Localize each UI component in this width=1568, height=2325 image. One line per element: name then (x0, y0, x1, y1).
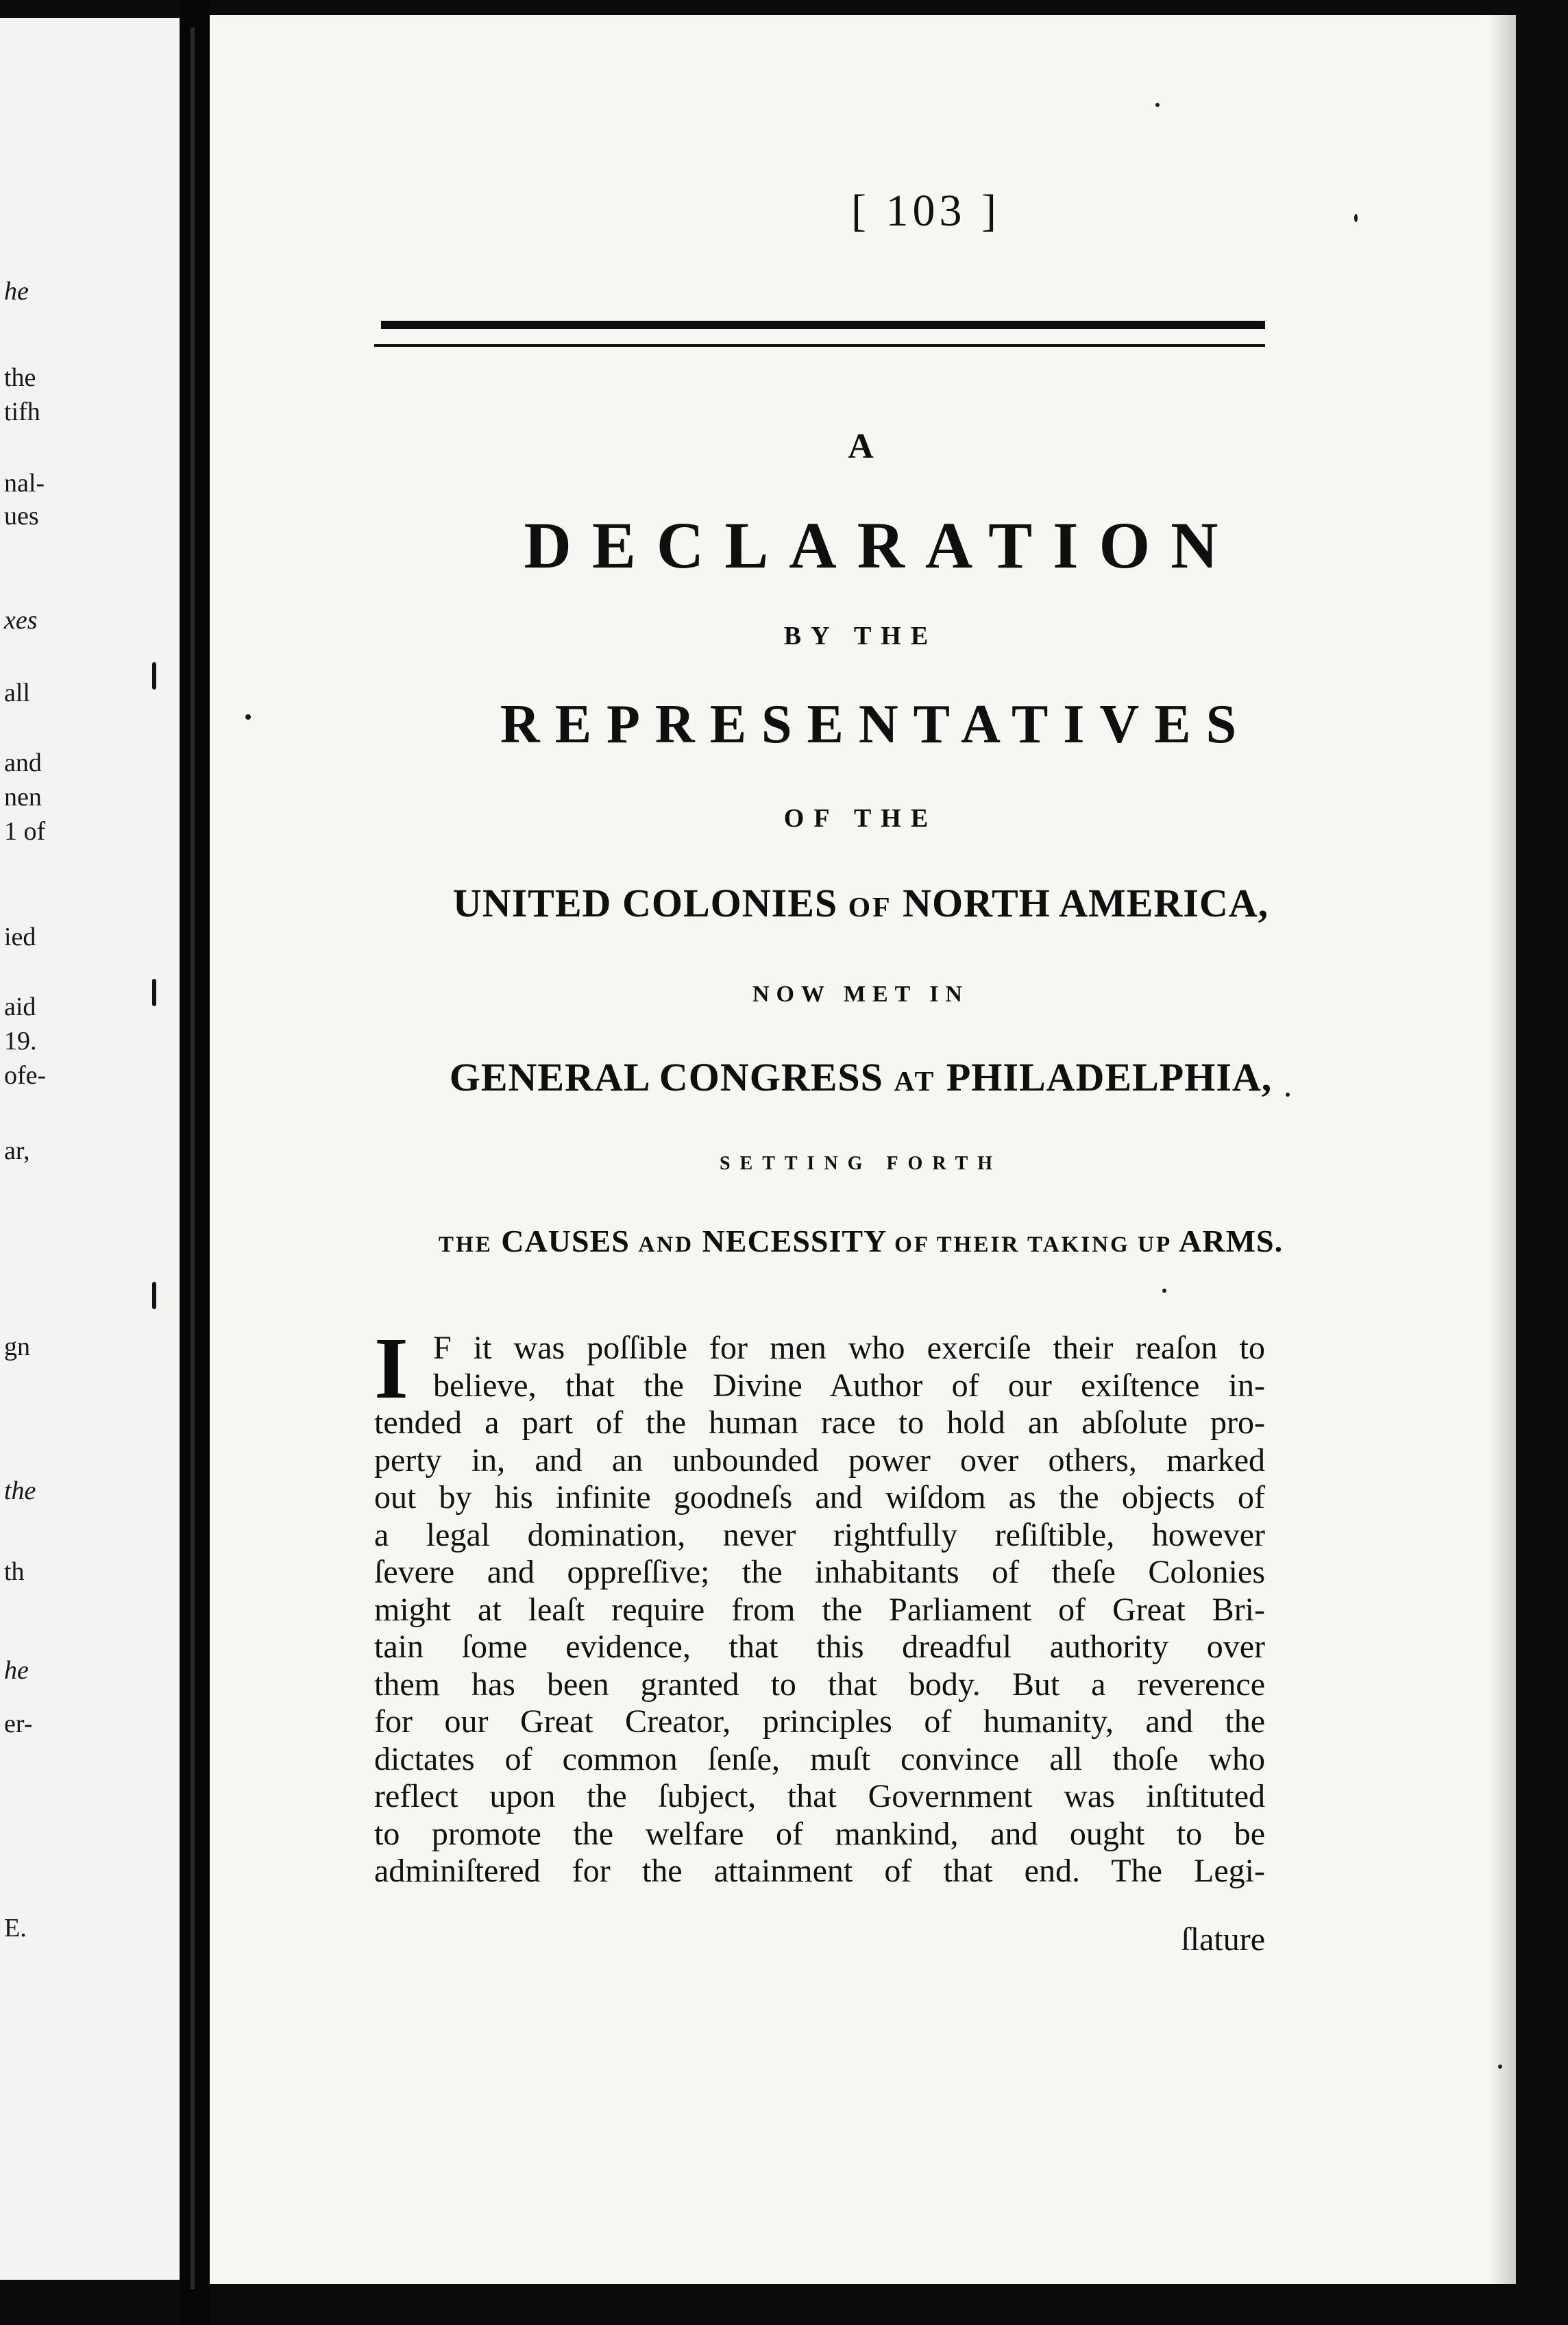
body-line: for our Great Creator, principles of humanity, and the (374, 1703, 1265, 1740)
page (210, 15, 1516, 2284)
facing-page-fragment: nen (4, 783, 42, 812)
paper-speck (1498, 2065, 1502, 2069)
title-by-the: BY THE (783, 622, 938, 650)
title-declaration: DECLARATION (524, 509, 1239, 582)
paper-speck (245, 714, 251, 720)
header-rule-thin (374, 344, 1265, 347)
title-united-part: UNITED COLONIES (452, 881, 838, 925)
title-now-met-in: NOW MET IN (752, 982, 969, 1007)
title-united-colonies (313, 880, 1409, 926)
facing-page-fragment: ofe- (4, 1061, 47, 1090)
body-line: out by his infinite goodneſs and wiſdom as the objects of (374, 1479, 1265, 1515)
facing-page-fragment: and (4, 748, 42, 777)
title-necessity: NECESSITY (702, 1224, 886, 1258)
facing-page-fragment: ues (4, 502, 39, 531)
facing-page-fragment: the (4, 363, 36, 392)
title-causes-and: AND (638, 1232, 694, 1257)
body-line: tended a part of the human race to hold an abſolute pro- (374, 1404, 1265, 1441)
title-causes-the: THE (438, 1232, 493, 1257)
facing-page-fragment: ar, (4, 1136, 30, 1165)
paper-speck (1162, 1289, 1166, 1293)
body-line: reflect upon the ſubject, that Government was inſtituted (374, 1778, 1265, 1814)
title-philadelphia: PHILADELPHIA, (946, 1055, 1273, 1099)
body-line: a legal domination, never rightfully reſiſtible, however (374, 1516, 1265, 1553)
facing-page-fragment: he (4, 277, 29, 306)
facing-page-fragment: he (4, 1656, 29, 1685)
title-general-part: GENERAL CONGRESS (449, 1055, 883, 1099)
title-setting-forth: SETTING FORTH (719, 1153, 1003, 1174)
title-united-of: OF (848, 892, 892, 923)
margin-mark (152, 979, 156, 1006)
body-line: believe, that the Divine Author of our exiſtence in- (433, 1367, 1265, 1404)
facing-page-fragment: tifh (4, 398, 40, 426)
title-causes-word: CAUSES (501, 1224, 630, 1258)
body-line: ſevere and oppreſſive; the inhabitants of theſe Colonies (374, 1554, 1265, 1590)
body-line: dictates of common ſenſe, muſt convince all thoſe who (374, 1740, 1265, 1777)
facing-page-fragment: er- (4, 1709, 33, 1738)
margin-mark (152, 662, 156, 690)
body-line: adminiſtered for the attainment of that end. The Legi- (374, 1853, 1265, 1889)
header-rule-thick (381, 321, 1265, 329)
body-line: tain ſome evidence, that this dreadful authority over (374, 1629, 1265, 1665)
body-line: F it was poſſible for men who exerciſe their reaſon to (433, 1330, 1265, 1366)
facing-page-fragment: xes (4, 606, 38, 635)
body-paragraph (374, 1330, 1265, 1890)
facing-page-fragment: the (4, 1476, 36, 1505)
title-causes-of-their: OF THEIR TAKING UP (894, 1232, 1173, 1257)
title-arms: ARMS. (1179, 1224, 1284, 1258)
page-edge-shadow (1489, 15, 1516, 2284)
book-gutter (180, 0, 210, 2325)
title-article: A (848, 427, 874, 466)
body-line: them has been granted to that body. But a reverence (374, 1666, 1265, 1703)
page-number: [ 103 ] (851, 186, 1001, 236)
facing-page (0, 18, 180, 2280)
title-general-at: AT (894, 1066, 936, 1097)
body-line: might at leaſt require from the Parliament of Great Bri- (374, 1591, 1265, 1628)
title-general-congress (313, 1054, 1409, 1100)
title-representatives: REPRESENTATIVES (500, 694, 1252, 755)
facing-page-fragment: all (4, 679, 30, 707)
catchword: ſlature (1181, 1921, 1265, 1958)
paper-speck (1354, 214, 1358, 222)
paper-speck (1155, 103, 1160, 107)
paper-speck (1286, 1093, 1290, 1097)
margin-mark (152, 1282, 156, 1309)
body-line: to promote the welfare of mankind, and ought to be (374, 1815, 1265, 1852)
facing-page-fragment: 19. (4, 1027, 37, 1056)
facing-page-fragment: gn (4, 1332, 30, 1361)
facing-page-fragment: aid (4, 993, 36, 1021)
facing-page-fragment: ied (4, 923, 36, 951)
title-of-the: OF THE (783, 804, 938, 833)
drop-cap: I (374, 1319, 408, 1417)
facing-page-fragment: E. (4, 1914, 27, 1943)
gutter-edge (191, 27, 195, 2289)
facing-page-fragment: th (4, 1557, 25, 1586)
facing-page-fragment: 1 of (4, 817, 46, 846)
title-causes (313, 1223, 1409, 1259)
facing-page-fragment: nal- (4, 469, 45, 498)
title-north-america: NORTH AMERICA, (903, 881, 1269, 925)
body-line: perty in, and an unbounded power over others, marked (374, 1441, 1265, 1478)
